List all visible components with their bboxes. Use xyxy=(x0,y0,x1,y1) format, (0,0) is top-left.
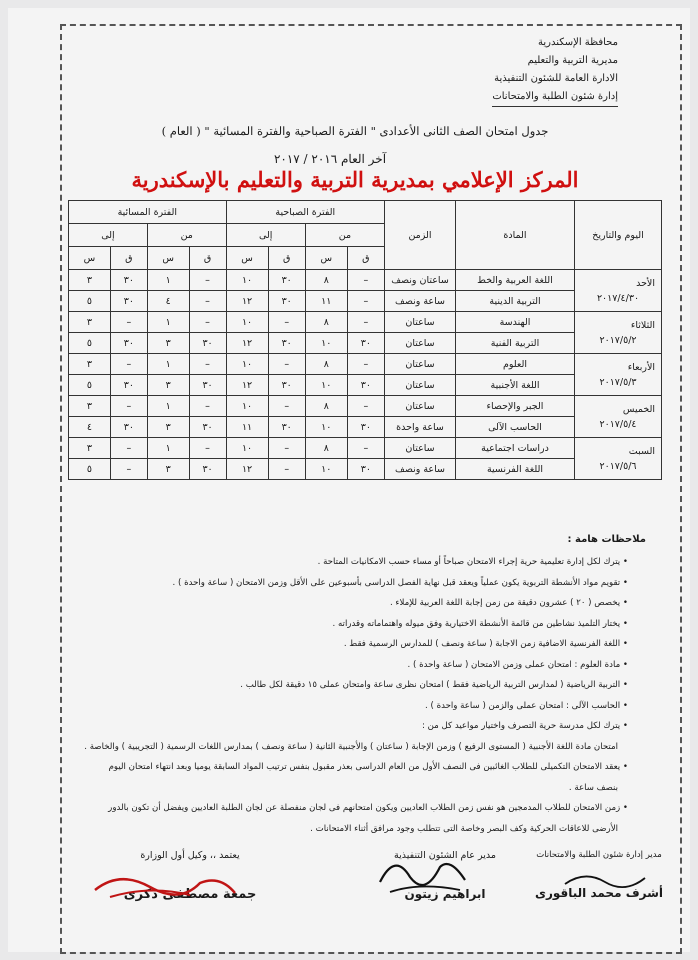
duration-cell: ساعة ونصف xyxy=(385,291,456,312)
day-date-cell xyxy=(575,312,662,354)
unit-q: ق xyxy=(110,247,147,270)
schedule-row xyxy=(69,459,662,480)
evening-time-cell: ٤ xyxy=(69,417,111,438)
day-name: الأربعاء xyxy=(627,361,655,373)
unit-s: س xyxy=(147,247,189,270)
duration-cell: ساعة واحدة xyxy=(385,417,456,438)
evening-time-cell: – xyxy=(110,354,147,375)
morning-time-cell: ١٠ xyxy=(226,354,268,375)
morning-time-cell: ٣٠ xyxy=(268,417,305,438)
col-duration: الزمن xyxy=(385,201,456,270)
exam-date: ٢٠١٧/٥/٣ xyxy=(599,376,637,388)
unit-q: ق xyxy=(347,247,384,270)
signature-title: مدير إدارة شئون الطلبة والامتحانات xyxy=(536,850,662,860)
evening-time-cell: – xyxy=(110,312,147,333)
duration-cell: ساعتان xyxy=(385,312,456,333)
subject-cell: التربية الفنية xyxy=(456,333,575,354)
morning-time-cell: – xyxy=(347,312,384,333)
signature-name: أشرف محمد الباقورى xyxy=(534,886,664,900)
note-item: • يعقد الامتحان التكميلى للطلاب الغائبين فى النصف الأول من العام الدراسى بعذر مقبول بنفس ترتيب المواد السابقة يوميا وبعد انتهاء امتحان اليوم xyxy=(108,762,628,772)
morning-time-cell: ١٠ xyxy=(305,333,347,354)
issuer-header xyxy=(492,34,618,107)
note-item: • يخصص ( ٢٠ ) عشرون دقيقة من زمن إجابة اللغة العربية للإملاء . xyxy=(389,598,628,608)
evening-time-cell: ١ xyxy=(147,270,189,291)
note-item: • زمن الامتحان للطلاب المدمجين هو نفس زمن الطلاب العاديين ويكون امتحانهم فى لجان منفصلة عن لجان الطلبة العاديين ويفضل أن تكون بالدور xyxy=(108,803,628,813)
evening-time-cell: ١ xyxy=(147,312,189,333)
evening-time-cell: ١ xyxy=(147,396,189,417)
day-date-cell xyxy=(575,396,662,438)
morning-time-cell: – xyxy=(268,312,305,333)
morning-time-cell: ١٠ xyxy=(226,438,268,459)
unit-q: ق xyxy=(189,247,226,270)
evening-time-cell: ٥ xyxy=(69,333,111,354)
morning-time-cell: – xyxy=(268,354,305,375)
evening-time-cell: ٣ xyxy=(147,333,189,354)
morning-time-cell: ١٢ xyxy=(226,291,268,312)
morning-time-cell: ٣٠ xyxy=(347,459,384,480)
evening-time-cell: – xyxy=(110,438,147,459)
subject-cell: العلوم xyxy=(456,354,575,375)
morning-time-cell: ٣٠ xyxy=(268,333,305,354)
notes-list xyxy=(68,552,628,839)
unit-q: ق xyxy=(268,247,305,270)
morning-time-cell: ١١ xyxy=(226,417,268,438)
note-item: • تقويم مواد الأنشطة التربوية يكون عملياً ويعقد قبل نهاية الفصل الدراسى بأسبوعين على الأقل وزمن الامتحان ( ساعة واحدة ) . xyxy=(172,577,628,588)
signature-name: ابراهيم زيتون xyxy=(404,887,486,901)
evening-time-cell: ٣٠ xyxy=(110,417,147,438)
day-name: الأحد xyxy=(636,277,655,289)
col-subject: المادة xyxy=(456,201,575,270)
evening-time-cell: ٥ xyxy=(69,375,111,396)
evening-time-cell: ٣٠ xyxy=(110,375,147,396)
evening-time-cell: ٣٠ xyxy=(189,459,226,480)
duration-cell: ساعة ونصف xyxy=(385,459,456,480)
header-line: محافظة الإسكندرية xyxy=(537,37,618,48)
schedule-row xyxy=(69,270,662,291)
header-line: إدارة شئون الطلبة والامتحانات xyxy=(492,88,618,107)
morning-time-cell: ١٢ xyxy=(226,459,268,480)
day-date-cell xyxy=(575,438,662,480)
evening-time-cell: ١ xyxy=(147,354,189,375)
morning-time-cell: ١٠ xyxy=(305,459,347,480)
evening-time-cell: ٣ xyxy=(147,459,189,480)
subject-cell: دراسات اجتماعية xyxy=(456,438,575,459)
evening-time-cell: – xyxy=(189,270,226,291)
col-day-date: اليوم والتاريخ xyxy=(575,201,662,270)
note-item: • التربية الرياضية ( لمدارس التربية الرياضية فقط ) امتحان نظرى ساعة وامتحان عملى ١٥ دقيقة لكل طالب . xyxy=(240,680,628,690)
duration-cell: ساعتان xyxy=(385,333,456,354)
morning-time-cell: – xyxy=(268,459,305,480)
schedule-row xyxy=(69,375,662,396)
document-title: جدول امتحان الصف الثانى الأعدادى " الفترة الصباحية والفترة المسائية " ( العام ) xyxy=(161,124,549,138)
note-item: • يترك لكل مدرسة حرية التصرف واختيار مواعيد كل من : xyxy=(421,721,628,731)
morning-time-cell: ٣٠ xyxy=(268,270,305,291)
morning-time-cell: ٨ xyxy=(305,396,347,417)
morning-time-cell: ٣٠ xyxy=(268,291,305,312)
morning-time-cell: ٨ xyxy=(305,312,347,333)
evening-time-cell: – xyxy=(189,354,226,375)
signature-title: يعتمد ،، وكيل أول الوزارة xyxy=(140,850,240,861)
subject-cell: الهندسة xyxy=(456,312,575,333)
morning-time-cell: ١٢ xyxy=(226,333,268,354)
header-line: مديرية التربية والتعليم xyxy=(527,55,618,66)
unit-s: س xyxy=(226,247,268,270)
col-morning: الفترة الصباحية xyxy=(226,201,384,224)
note-item: بنصف ساعة . xyxy=(568,782,618,793)
exam-date: ٢٠١٧/٥/٦ xyxy=(599,460,637,472)
note-item: • الحاسب الآلى : امتحان عملى والزمن ( ساعة واحدة ) . xyxy=(425,700,628,711)
schedule-row xyxy=(69,312,662,333)
morning-time-cell: – xyxy=(347,270,384,291)
morning-time-cell: ٣٠ xyxy=(347,375,384,396)
evening-time-cell: ٣ xyxy=(69,312,111,333)
duration-cell: ساعتان xyxy=(385,396,456,417)
morning-time-cell: ١٠ xyxy=(305,375,347,396)
unit-s: س xyxy=(69,247,111,270)
schedule-row xyxy=(69,396,662,417)
evening-time-cell: ٣ xyxy=(69,354,111,375)
day-name: الثلاثاء xyxy=(630,319,655,331)
schedule-row xyxy=(69,333,662,354)
evening-time-cell: ٣ xyxy=(69,438,111,459)
evening-from: من xyxy=(147,224,226,247)
note-item: امتحان مادة اللغة الأجنبية ( المستوى الرفيع ) وزمن الإجابة ( ساعتان ) والأجنبية الثانية ( ساعة ونصف ) بمدارس اللغات الرسمية ( التجريبية ) والخاصة . xyxy=(84,741,618,752)
subject-cell: اللغة الفرنسية xyxy=(456,459,575,480)
duration-cell: ساعتان ونصف xyxy=(385,270,456,291)
morning-time-cell: ٣٠ xyxy=(268,375,305,396)
subject-cell: الحاسب الآلى xyxy=(456,417,575,438)
morning-time-cell: – xyxy=(347,291,384,312)
evening-time-cell: ٣ xyxy=(69,396,111,417)
duration-cell: ساعتان xyxy=(385,354,456,375)
day-name: السبت xyxy=(628,445,655,457)
morning-time-cell: ١٠ xyxy=(305,417,347,438)
morning-to: إلى xyxy=(226,224,305,247)
morning-from: من xyxy=(305,224,384,247)
exam-date: ٢٠١٧/٥/٤ xyxy=(599,418,637,430)
morning-time-cell: ٣٠ xyxy=(347,417,384,438)
evening-time-cell: ٣٠ xyxy=(110,291,147,312)
schedule-row xyxy=(69,438,662,459)
morning-time-cell: ١٠ xyxy=(226,396,268,417)
exam-date: ٢٠١٧/٥/٢ xyxy=(599,334,637,346)
morning-time-cell: ١٠ xyxy=(226,312,268,333)
note-item: • مادة العلوم : امتحان عملى وزمن الامتحان ( ساعة واحدة ) . xyxy=(407,659,628,670)
exam-date: ٢٠١٧/٤/٣٠ xyxy=(596,292,640,304)
morning-time-cell: – xyxy=(268,438,305,459)
subject-cell: اللغة العربية والخط xyxy=(456,270,575,291)
evening-time-cell: – xyxy=(110,396,147,417)
evening-to: إلى xyxy=(69,224,148,247)
morning-time-cell: ١٠ xyxy=(226,270,268,291)
col-evening: الفترة المسائية xyxy=(69,201,227,224)
handwritten-signature-middle xyxy=(370,852,480,902)
duration-cell: ساعتان xyxy=(385,375,456,396)
morning-time-cell: ٨ xyxy=(305,354,347,375)
day-date-cell xyxy=(575,270,662,312)
day-name: الخميس xyxy=(622,403,655,415)
exam-schedule-table xyxy=(68,200,662,480)
morning-time-cell: ٨ xyxy=(305,270,347,291)
morning-time-cell: – xyxy=(268,396,305,417)
schedule-row xyxy=(69,291,662,312)
evening-time-cell: – xyxy=(189,312,226,333)
schedule-row xyxy=(69,354,662,375)
signature-title: مدير عام الشئون التنفيذية xyxy=(394,850,496,861)
header-line: الادارة العامة للشئون التنفيذية xyxy=(494,73,618,84)
evening-time-cell: ٣٠ xyxy=(189,375,226,396)
evening-time-cell: ١ xyxy=(147,438,189,459)
morning-time-cell: ٨ xyxy=(305,438,347,459)
evening-time-cell: – xyxy=(110,459,147,480)
handwritten-signature-right xyxy=(560,866,660,896)
subject-cell: الجبر والإحصاء xyxy=(456,396,575,417)
morning-time-cell: – xyxy=(347,354,384,375)
unit-s: س xyxy=(305,247,347,270)
morning-time-cell: – xyxy=(347,438,384,459)
morning-time-cell: ١٢ xyxy=(226,375,268,396)
evening-time-cell: ٣٠ xyxy=(189,333,226,354)
evening-time-cell: ٣٠ xyxy=(110,270,147,291)
schedule-body xyxy=(69,270,662,480)
morning-time-cell: ١١ xyxy=(305,291,347,312)
notes-title: ملاحظات هامة : xyxy=(567,534,646,545)
day-date-cell xyxy=(575,354,662,396)
evening-time-cell: – xyxy=(189,438,226,459)
schedule-row xyxy=(69,417,662,438)
evening-time-cell: ٤ xyxy=(147,291,189,312)
evening-time-cell: – xyxy=(189,396,226,417)
note-item: • اللغة الفرنسية الاضافية زمن الاجابة ( ساعة ونصف ) للمدارس الرسمية فقط . xyxy=(343,639,628,649)
note-item: • يترك لكل إدارة تعليمية حرية إجراء الامتحان صباحاً أو مساء حسب الامكانيات المتاحة . xyxy=(317,557,628,567)
morning-time-cell: – xyxy=(347,396,384,417)
evening-time-cell: ٣٠ xyxy=(110,333,147,354)
evening-time-cell: ٣ xyxy=(147,375,189,396)
handwritten-signature-left xyxy=(90,865,240,905)
media-center-watermark: المركز الإعلامي بمديرية التربية والتعليم بالإسكندرية xyxy=(131,167,579,192)
evening-time-cell: ٥ xyxy=(69,459,111,480)
evening-time-cell: ٣٠ xyxy=(189,417,226,438)
note-item: • يختار التلميذ نشاطين من قائمة الأنشطة الاختيارية وفق ميوله واهتماماته وقدراته . xyxy=(332,618,628,629)
note-item: الأرضى للاعاقات الحركية وكف البصر وخاصة التى تتطلب وجود مرافق أثناء الامتحانات . xyxy=(310,823,618,834)
evening-time-cell: ٥ xyxy=(69,291,111,312)
signature-name: جمعة مصطفى ذكرى xyxy=(123,887,257,902)
evening-time-cell: ٣ xyxy=(69,270,111,291)
subject-cell: اللغة الأجنبية xyxy=(456,375,575,396)
document-subtitle: آخر العام ٢٠١٦ / ٢٠١٧ xyxy=(273,152,387,166)
morning-time-cell: ٣٠ xyxy=(347,333,384,354)
duration-cell: ساعتان xyxy=(385,438,456,459)
subject-cell: التربية الدينية xyxy=(456,291,575,312)
evening-time-cell: ٣ xyxy=(147,417,189,438)
evening-time-cell: – xyxy=(189,291,226,312)
